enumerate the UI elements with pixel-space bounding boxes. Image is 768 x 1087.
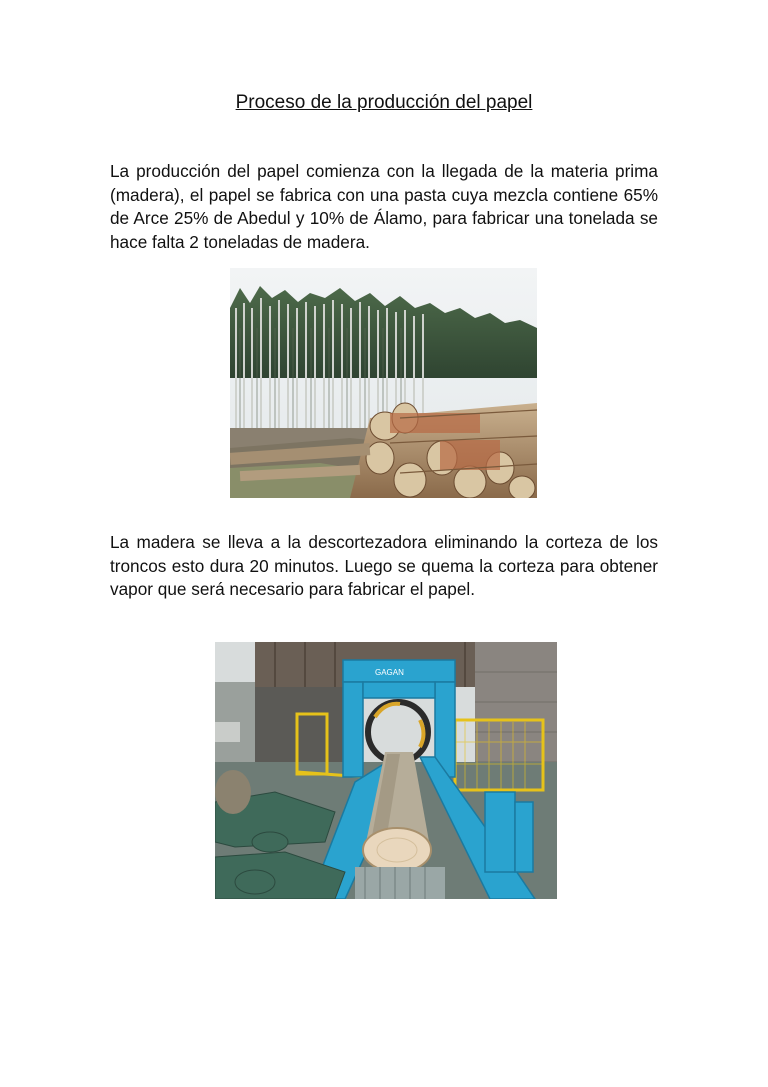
paragraph-intro: La producción del papel comienza con la llegada de la materia prima (madera), el papel se fabrica con una pasta cuya mezcla contiene 65% de Arce 25% de Abedul y 10% de Álamo, para fabricar una tonelada se hace falta 2 toneladas de madera.	[110, 161, 658, 252]
paragraph-debarking: La madera se lleva a la descortezadora eliminando la corteza de los troncos esto dura 20 minutos. Luego se quema la corteza para obtener vapor que será necesario para fabricar el papel.	[110, 532, 658, 599]
debarker-machine-photo	[215, 642, 557, 899]
forest-logs-photo	[230, 268, 537, 498]
page-title: Proceso de la producción del papel	[235, 92, 533, 113]
svg-text:GAGAN: GAGAN	[375, 668, 404, 677]
